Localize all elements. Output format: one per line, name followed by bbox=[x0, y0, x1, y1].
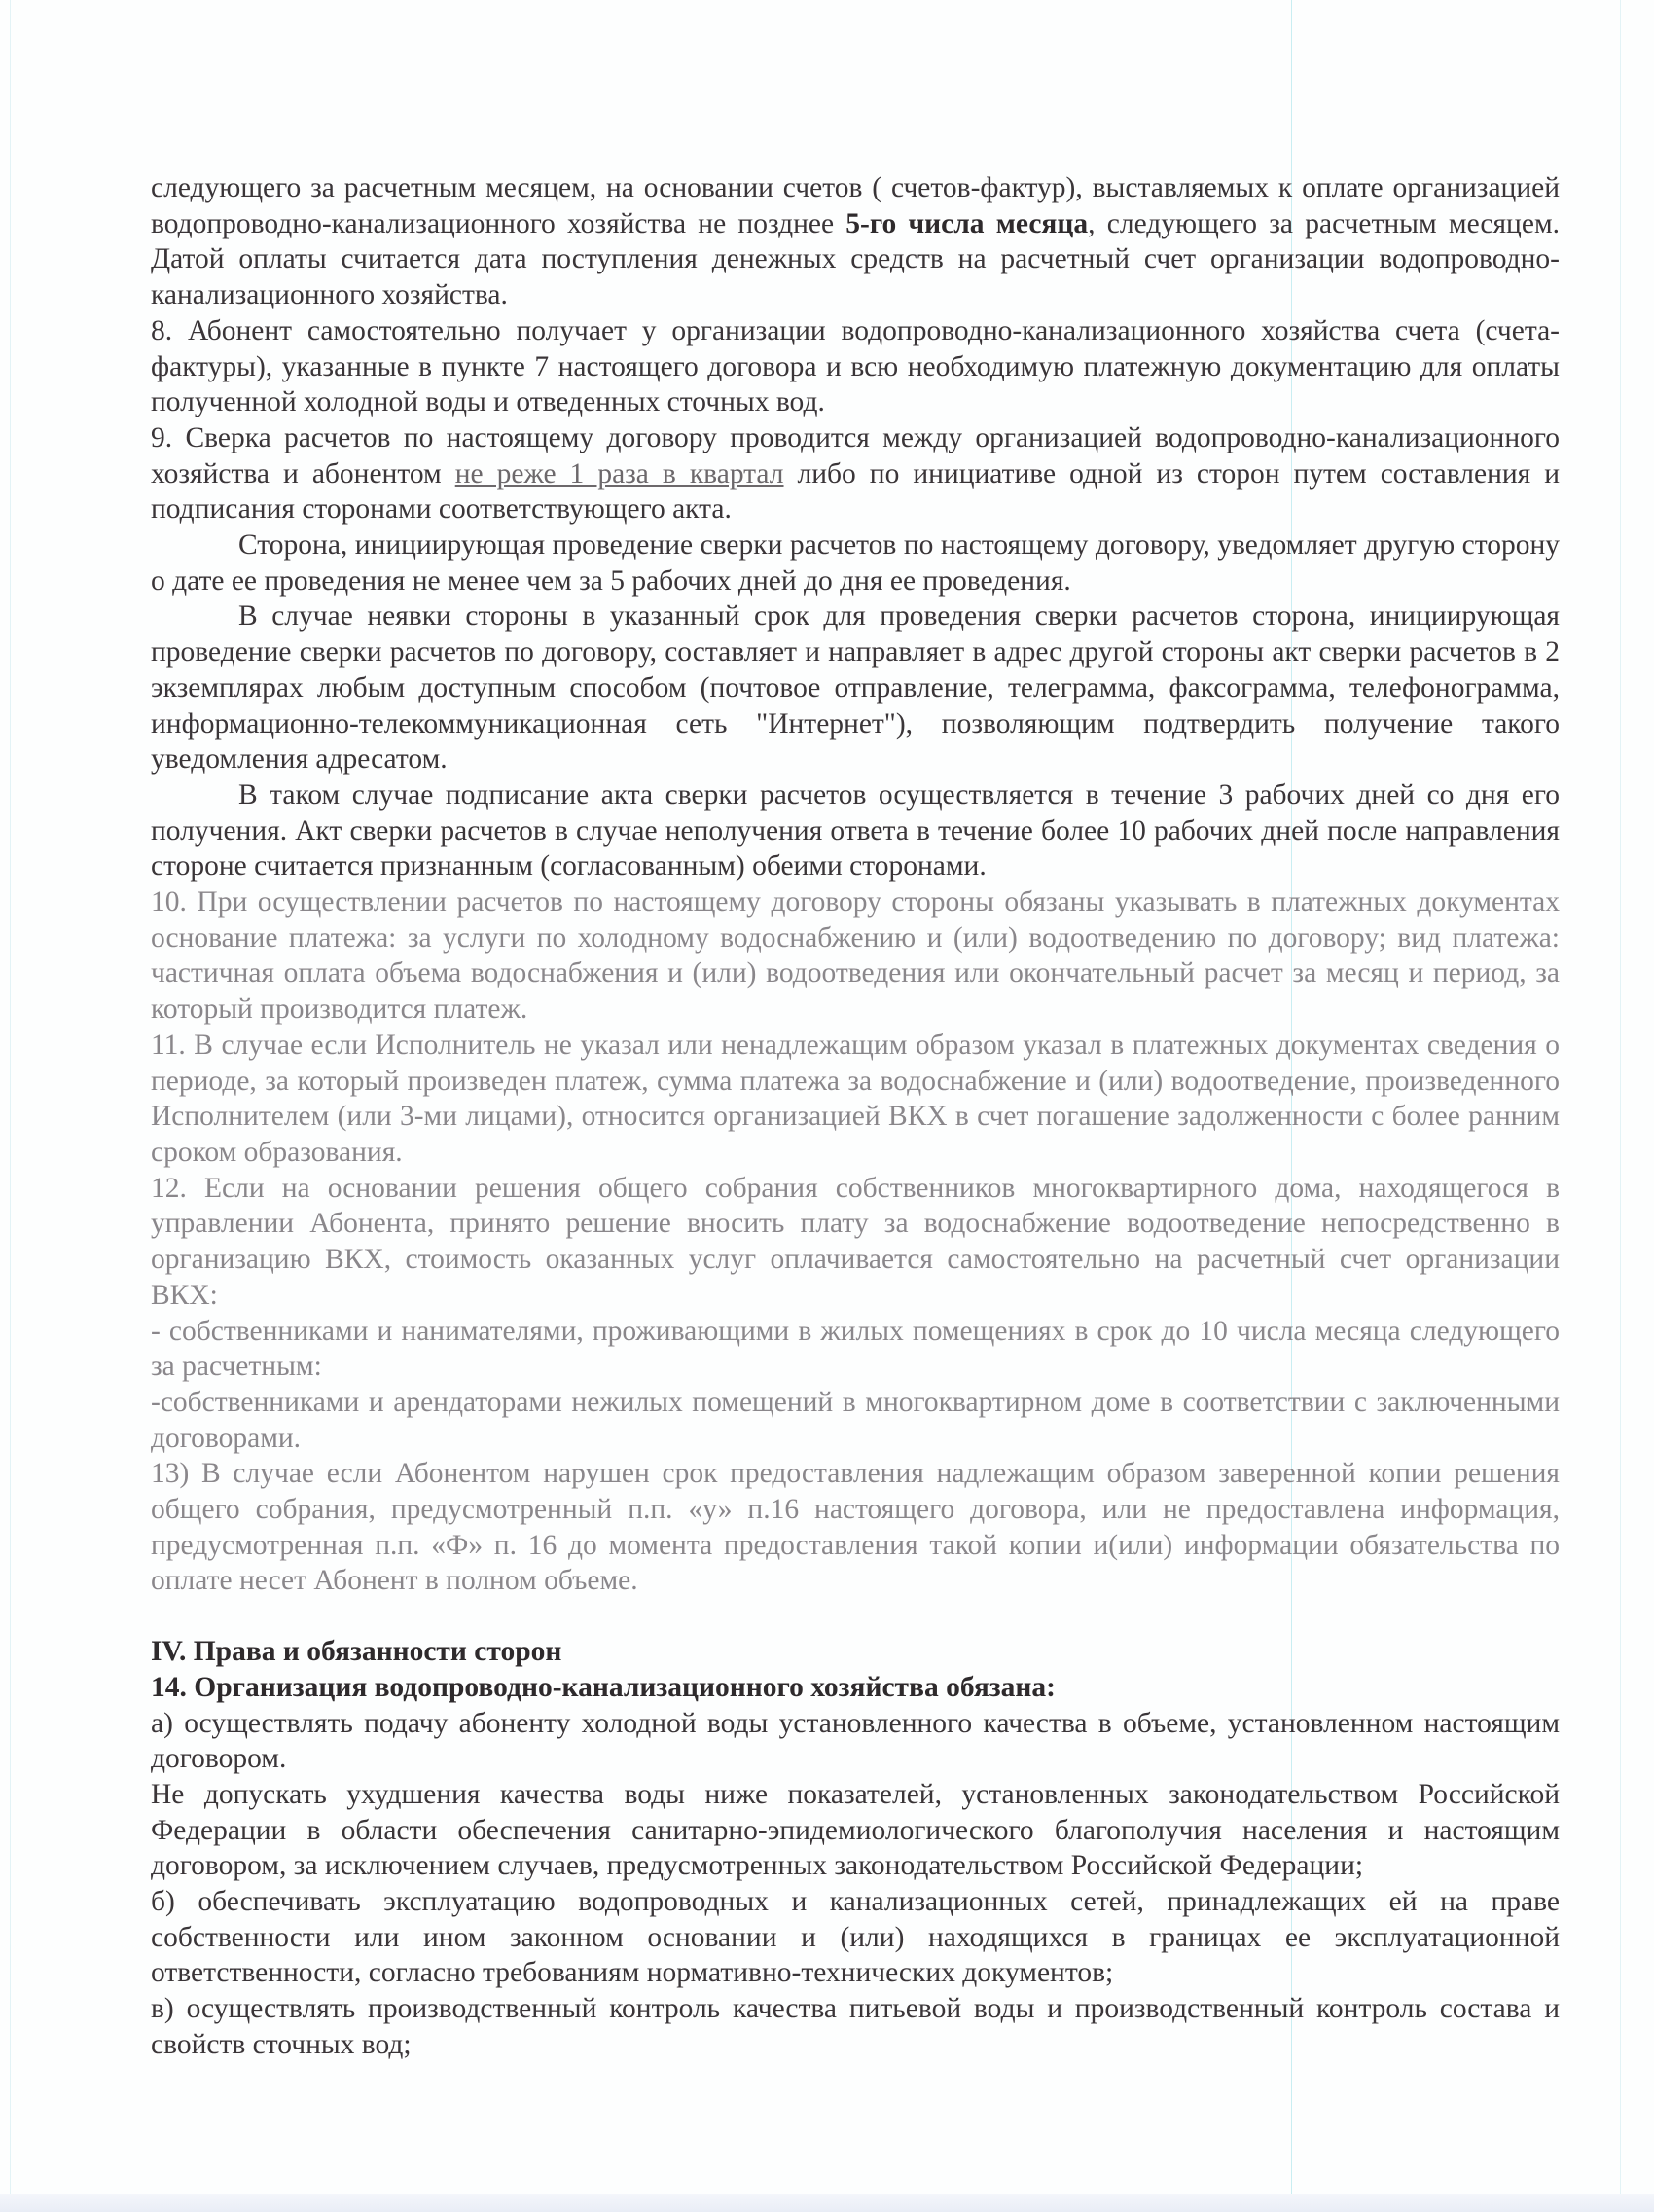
document-page bbox=[151, 170, 1560, 2063]
paragraph-8: 8. Абонент самостоятельно получает у организации водопроводно-канализационного хозяйства счета (счета-фактуры), указанные в пункте 7 настоящего договора и всю необходимую платежную документацию для оплаты полученной холодной воды и отведенных сточных вод. bbox=[151, 314, 1560, 418]
paragraph-12: 12. Если на основании решения общего собрания собственников многоквартирного дома, находящегося в управлении Абонента, принято решение вносить плату за водоснабжение водоотведение непосредственно в организацию ВКХ, стоимость оказанных услуг оплачивается самостоятельно на расчетный счет организации ВКХ: bbox=[151, 1172, 1560, 1311]
scan-edge bbox=[1620, 0, 1621, 2212]
paragraph-10: 10. При осуществлении расчетов по настоящему договору стороны обязаны указывать в платежных документах основание платежа: за услуги по холодному водоснабжению и (или) водоотведению по договору; вид платежа: частичная оплата объема водоснабжения и (или) водоотведения или окончательный расчет за месяц и период, за который производится платеж. bbox=[151, 887, 1560, 1026]
scan-edge bbox=[10, 0, 11, 2212]
paragraph-9 bbox=[151, 420, 1560, 527]
paragraph-12-item-1: - собственниками и нанимателями, проживающими в жилых помещениях в срок до 10 числа месяца следующего за расчетным: bbox=[151, 1315, 1560, 1383]
paragraph-13: 13) В случае если Абонентом нарушен срок предоставления надлежащим образом заверенной копии решения общего собрания, предусмотренный п.п. «у» п.16 настоящего договора, или не предоставлена информация, предусмотренная п.п. «Ф» п. 16 до момента предоставления такой копии и(или) информации обязательства по оплате несет Абонент в полном объеме. bbox=[151, 1458, 1560, 1597]
text: следующего за расчетным месяцем, на основании счетов ( счетов-фактур), выставляемых к оплате организацией водопроводно-канализационного хозяйства не позднее bbox=[151, 172, 1560, 239]
reconciliation-frequency: не реже 1 раза в квартал bbox=[454, 457, 784, 490]
paragraph-14-v: в) осуществлять производственный контроль качества питьевой воды и производственный контроль состава и свойств сточных вод; bbox=[151, 1993, 1560, 2060]
paragraph-12-item-2: -собственниками и арендаторами нежилых помещений в многоквартирном доме в соответствии с заключенными договорами. bbox=[151, 1386, 1560, 1454]
paragraph-14-a: а) осуществлять подачу абоненту холодной воды установленного качества в объеме, установленном настоящим договором. bbox=[151, 1707, 1560, 1775]
text: либо по инициативе одной из сторон путем составления и подписания сторонами соответствующего акта. bbox=[151, 457, 1561, 526]
section-4-title: IV. Права и обязанности сторон bbox=[151, 1636, 562, 1668]
scan-bottom-edge bbox=[0, 2194, 1654, 2212]
paragraph-9-absence: В случае неявки стороны в указанный срок для проведения сверки расчетов сторона, инициирующая проведение сверки расчетов по договору, составляет и направляет в адрес другой стороны акт сверки расчетов в 2 экземплярах любым доступным способом (почтовое отправление, телеграмма, факсограмма, телефонограмма, информационно-телекоммуникационная сеть "Интернет"), позволяющим подтвердить получение такого уведомления адресатом. bbox=[151, 600, 1560, 776]
text: 9. Сверка расчетов по настоящему договору проводится между организацией водопроводно-канализационного хозяйства и абонентом bbox=[151, 421, 1560, 490]
spacer bbox=[151, 1599, 1560, 1634]
text: , следующего за расчетным месяцем. Датой оплаты считается дата поступления денежных средств на расчетный счет организации водопроводно-канализационного хозяйства. bbox=[151, 207, 1560, 311]
paragraph-7-continuation bbox=[151, 170, 1560, 313]
paragraph-14-title: 14. Организация водопроводно-канализационного хозяйства обязана: bbox=[151, 1671, 1056, 1703]
paragraph-14-a-quality: Не допускать ухудшения качества воды ниже показателей, установленных законодательством Российской Федерации в области обеспечения санитарно-эпидемиологического благополучия населения и настоящим договором, за исключением случаев, предусмотренных законодательством Российской Федерации; bbox=[151, 1778, 1560, 1882]
paragraph-9-signing: В таком случае подписание акта сверки расчетов осуществляется в течение 3 рабочих дней со дня его получения. Акт сверки расчетов в случае неполучения ответа в течение более 10 рабочих дней после направления стороне считается признанным (согласованным) обеими сторонами. bbox=[151, 779, 1560, 883]
payment-deadline: 5-го числа месяца bbox=[845, 207, 1089, 239]
paragraph-9-notice: Сторона, инициирующая проведение сверки расчетов по настоящему договору, уведомляет другую сторону о дате ее проведения не менее чем за 5 рабочих дней до дня ее проведения. bbox=[151, 529, 1560, 597]
paragraph-11: 11. В случае если Исполнитель не указал или ненадлежащим образом указал в платежных документах сведения о периоде, за который произведен платеж, сумма платежа за водоснабжение и (или) водоотведение, произведенного Исполнителем (или 3-ми лицами), относится организацией ВКХ в счет погашение задолженности с более ранним сроком образования. bbox=[151, 1029, 1560, 1168]
paragraph-14-b: б) обеспечивать эксплуатацию водопроводных и канализационных сетей, принадлежащих ей на праве собственности или ином законном основании и (или) находящихся в границах ее эксплуатационной ответственности, согласно требованиям нормативно-технических документов; bbox=[151, 1886, 1560, 1989]
